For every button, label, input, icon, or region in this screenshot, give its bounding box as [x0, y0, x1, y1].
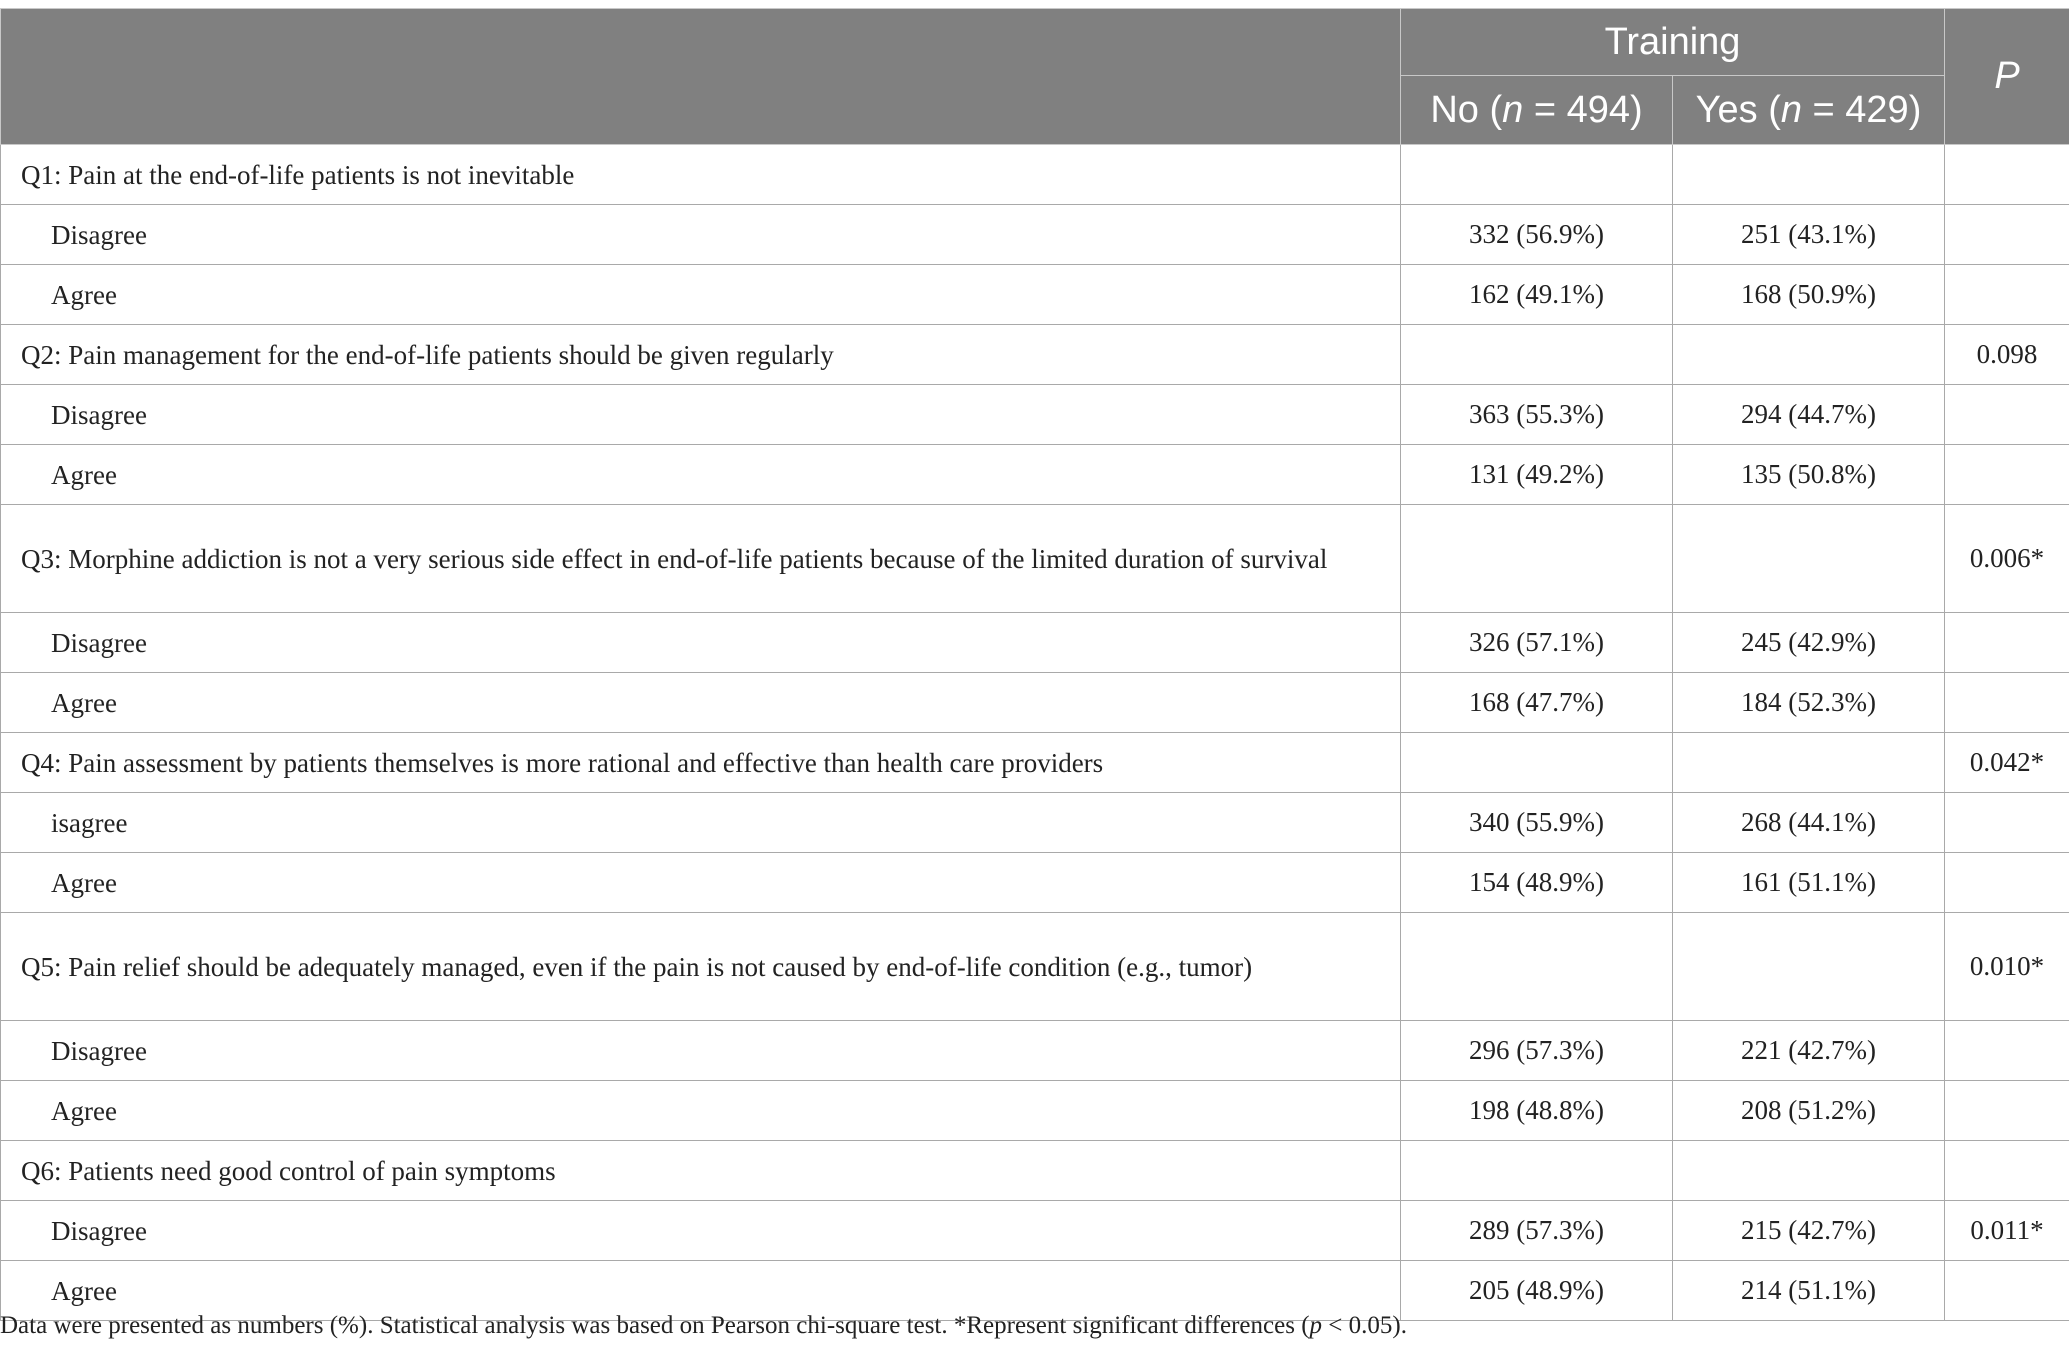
row-label: isagree: [1, 793, 1401, 853]
no-training-value: 332 (56.9%): [1401, 205, 1673, 265]
yes-training-value: 215 (42.7%): [1673, 1201, 1945, 1261]
table-header: [1, 9, 2069, 145]
yes-training-value: 208 (51.2%): [1673, 1081, 1945, 1141]
yes-training-value: 294 (44.7%): [1673, 385, 1945, 445]
p-value: [1945, 145, 2069, 205]
no-training-value: 340 (55.9%): [1401, 793, 1673, 853]
p-value: [1945, 1261, 2069, 1321]
row-label: Q2: Pain management for the end-of-life patients should be given regularly: [1, 325, 1401, 385]
p-value: [1945, 853, 2069, 913]
yes-training-header: Yes (n = 429): [1673, 76, 1945, 145]
row-label: Disagree: [1, 1021, 1401, 1081]
no-training-value: [1401, 145, 1673, 205]
p-value: [1945, 613, 2069, 673]
no-training-value: 363 (55.3%): [1401, 385, 1673, 445]
p-value: 0.010*: [1945, 913, 2069, 1021]
p-value: [1945, 793, 2069, 853]
p-value: [1945, 445, 2069, 505]
yes-training-value: 135 (50.8%): [1673, 445, 1945, 505]
no-training-value: [1401, 913, 1673, 1021]
row-label: Disagree: [1, 1201, 1401, 1261]
row-label: Q4: Pain assessment by patients themselves is more rational and effective than health care providers: [1, 733, 1401, 793]
p-value: [1945, 265, 2069, 325]
question-row: [1, 733, 2069, 793]
p-value: [1945, 1141, 2069, 1201]
answer-row: [1, 1201, 2069, 1261]
p-value: [1945, 205, 2069, 265]
yes-training-value: 221 (42.7%): [1673, 1021, 1945, 1081]
answer-row: [1, 265, 2069, 325]
row-label: Q6: Patients need good control of pain symptoms: [1, 1141, 1401, 1201]
no-training-value: [1401, 505, 1673, 613]
no-training-value: 326 (57.1%): [1401, 613, 1673, 673]
answer-row: [1, 613, 2069, 673]
training-group-header: Training: [1401, 9, 1945, 76]
data-table: [0, 8, 2069, 1321]
row-label: Disagree: [1, 385, 1401, 445]
no-training-value: 198 (48.8%): [1401, 1081, 1673, 1141]
p-value: 0.098: [1945, 325, 2069, 385]
row-label: Agree: [1, 1261, 1401, 1321]
p-value: [1945, 1081, 2069, 1141]
question-row: [1, 1141, 2069, 1201]
row-label: Q5: Pain relief should be adequately managed, even if the pain is not caused by end-of-life condition (e.g., tumor): [1, 913, 1401, 1021]
yes-training-value: 214 (51.1%): [1673, 1261, 1945, 1321]
row-label: Disagree: [1, 205, 1401, 265]
no-training-value: [1401, 325, 1673, 385]
answer-row: [1, 205, 2069, 265]
table-body: [1, 145, 2069, 1321]
answer-row: [1, 385, 2069, 445]
no-training-value: 296 (57.3%): [1401, 1021, 1673, 1081]
row-label: Agree: [1, 673, 1401, 733]
row-label: Q3: Morphine addiction is not a very serious side effect in end-of-life patients because of the limited duration of survival: [1, 505, 1401, 613]
row-label: Q1: Pain at the end-of-life patients is not inevitable: [1, 145, 1401, 205]
question-row: [1, 505, 2069, 613]
row-label: Agree: [1, 853, 1401, 913]
yes-training-value: 268 (44.1%): [1673, 793, 1945, 853]
question-row: [1, 325, 2069, 385]
yes-training-value: [1673, 505, 1945, 613]
yes-training-value: 245 (42.9%): [1673, 613, 1945, 673]
no-training-value: 162 (49.1%): [1401, 265, 1673, 325]
answer-row: [1, 673, 2069, 733]
answer-row: [1, 793, 2069, 853]
row-label: Agree: [1, 1081, 1401, 1141]
row-label: Agree: [1, 265, 1401, 325]
yes-training-value: [1673, 325, 1945, 385]
p-value: [1945, 1021, 2069, 1081]
p-value-header: P: [1945, 9, 2069, 145]
question-row: [1, 913, 2069, 1021]
yes-training-value: 161 (51.1%): [1673, 853, 1945, 913]
row-label: Disagree: [1, 613, 1401, 673]
no-training-value: 131 (49.2%): [1401, 445, 1673, 505]
question-row: [1, 145, 2069, 205]
answer-row: [1, 853, 2069, 913]
answer-row: [1, 445, 2069, 505]
yes-training-value: 184 (52.3%): [1673, 673, 1945, 733]
no-training-value: 205 (48.9%): [1401, 1261, 1673, 1321]
p-value: [1945, 385, 2069, 445]
row-label: Agree: [1, 445, 1401, 505]
no-training-header: No (n = 494): [1401, 76, 1673, 145]
no-training-value: 168 (47.7%): [1401, 673, 1673, 733]
no-training-value: [1401, 733, 1673, 793]
answer-row: [1, 1021, 2069, 1081]
yes-training-value: 168 (50.9%): [1673, 265, 1945, 325]
yes-training-value: [1673, 913, 1945, 1021]
table-footnote: Data were presented as numbers (%). Statistical analysis was based on Pearson chi-square test. *Represent significant differences (p < 0.05).: [0, 1312, 1407, 1339]
yes-training-value: 251 (43.1%): [1673, 205, 1945, 265]
yes-training-value: [1673, 733, 1945, 793]
answer-row: [1, 1081, 2069, 1141]
p-value: 0.006*: [1945, 505, 2069, 613]
p-value: 0.042*: [1945, 733, 2069, 793]
no-training-value: 154 (48.9%): [1401, 853, 1673, 913]
no-training-value: 289 (57.3%): [1401, 1201, 1673, 1261]
yes-training-value: [1673, 1141, 1945, 1201]
yes-training-value: [1673, 145, 1945, 205]
p-value: [1945, 673, 2069, 733]
p-value: 0.011*: [1945, 1201, 2069, 1261]
row-label-header: [1, 9, 1401, 145]
no-training-value: [1401, 1141, 1673, 1201]
